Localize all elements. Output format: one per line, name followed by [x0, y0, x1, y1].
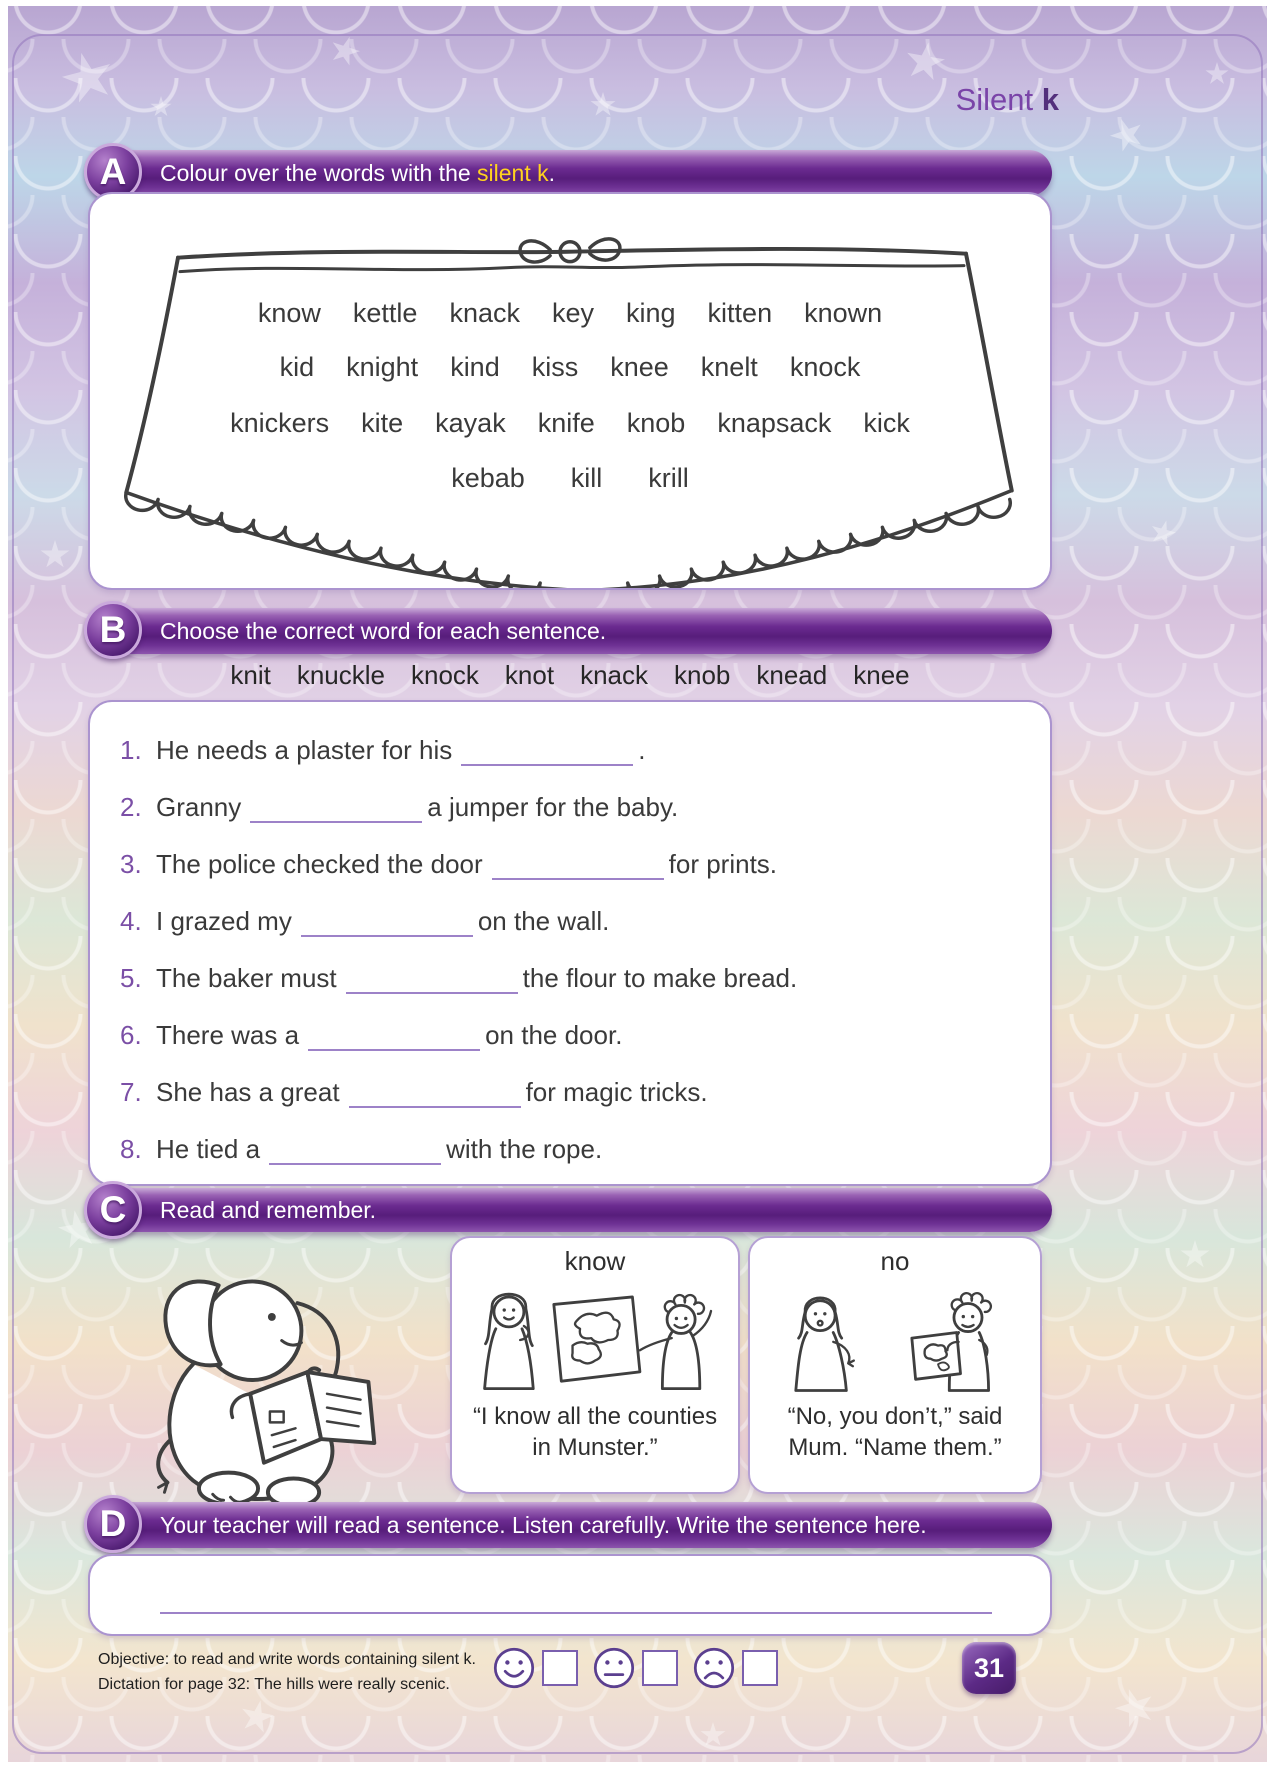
answer-blank[interactable]: [301, 905, 473, 937]
sentence-row: [120, 836, 1050, 893]
no-card-caption-line2: Mum. “Name them.”: [788, 1434, 1002, 1462]
silent-k-word[interactable]: kind: [450, 352, 500, 382]
silent-k-word[interactable]: knob: [626, 408, 686, 438]
silent-k-word[interactable]: kiss: [531, 352, 579, 382]
page-title: [956, 82, 1059, 118]
silent-k-word-row-1: [90, 298, 1050, 329]
sentence-row: [120, 1121, 1050, 1178]
silent-k-word[interactable]: kayak: [435, 408, 506, 438]
answer-blank[interactable]: [269, 1133, 441, 1165]
silent-k-word[interactable]: knock: [789, 352, 861, 382]
silent-k-word[interactable]: king: [626, 298, 676, 328]
neutral-face-icon: [592, 1646, 636, 1690]
section-a-header-bar: [88, 150, 1052, 196]
sentence-row: [120, 893, 1050, 950]
answer-blank[interactable]: [349, 1076, 521, 1108]
know-card-heading: know: [564, 1246, 626, 1276]
section-b-panel: [88, 700, 1052, 1186]
word-bank: [88, 660, 1052, 691]
sentence-number: 4.: [120, 906, 142, 936]
silent-k-word[interactable]: knight: [346, 352, 419, 382]
silent-k-word[interactable]: kettle: [352, 298, 418, 328]
silent-k-word[interactable]: knapsack: [717, 408, 832, 438]
sentence-row: [120, 950, 1050, 1007]
sad-face-icon: [692, 1646, 736, 1690]
section-a-instruction: [160, 150, 555, 196]
page-edge: [1267, 0, 1275, 1768]
section-a-letter-badge: A: [84, 143, 142, 201]
know-card-caption-line1: “I know all the counties: [472, 1403, 718, 1430]
section-b-header-bar: [88, 608, 1052, 654]
sentence-text-after: on the wall.: [477, 906, 610, 936]
happy-group: [492, 1646, 578, 1690]
sentence-text-before: The baker must: [156, 963, 337, 993]
word-bank-item[interactable]: knot: [504, 660, 555, 690]
sentence-number: 6.: [120, 1020, 142, 1050]
section-b-letter-badge: B: [84, 601, 142, 659]
sentence-text-before: She has a great: [156, 1077, 340, 1107]
page-title-word: Silent: [955, 82, 1034, 117]
sentence-text-after: the flour to make bread.: [522, 963, 798, 993]
sentence-row: [120, 779, 1050, 836]
sentence-text-before: Granny: [156, 792, 242, 822]
answer-blank[interactable]: [250, 791, 422, 823]
dictation-write-line[interactable]: [160, 1612, 992, 1614]
neutral-group: [592, 1646, 678, 1690]
sentence-number: 3.: [120, 849, 142, 879]
page-number-badge: 31: [962, 1642, 1016, 1694]
silent-k-word[interactable]: kid: [279, 352, 315, 382]
silent-k-word[interactable]: know: [257, 298, 321, 328]
sentence-row: [120, 1007, 1050, 1064]
no-example-card: [748, 1236, 1042, 1494]
section-a-instruction-prefix: Colour over the words with the: [160, 160, 478, 186]
sentence-number: 8.: [120, 1134, 142, 1164]
section-b-instruction: Choose the correct word for each sentence.: [160, 618, 607, 644]
sentence-text-before: He tied a: [156, 1134, 261, 1164]
sentence-text-after: with the rope.: [446, 1134, 603, 1164]
know-example-card: [450, 1236, 740, 1494]
sentence-text-after: a jumper for the baby.: [427, 792, 679, 822]
no-card-caption: [750, 1401, 1040, 1463]
silent-k-word[interactable]: kitten: [707, 298, 773, 328]
word-bank-item[interactable]: knit: [230, 660, 271, 690]
page-title-letter: k: [1041, 82, 1059, 117]
sentence-text-before: He needs a plaster for his: [156, 735, 453, 765]
sad-group: [692, 1646, 778, 1690]
word-bank-item[interactable]: knee: [853, 660, 910, 690]
sentence-number: 1.: [120, 735, 142, 765]
silent-k-word[interactable]: knee: [610, 352, 669, 382]
happy-face-icon: [492, 1646, 536, 1690]
silent-k-word[interactable]: key: [551, 298, 595, 328]
sentence-text-after: for prints.: [668, 849, 778, 879]
word-bank-item[interactable]: knuckle: [296, 660, 385, 690]
word-bank-item[interactable]: knack: [580, 660, 648, 690]
objective-text: [98, 1648, 476, 1698]
silent-k-word[interactable]: knife: [537, 408, 595, 438]
sentence-row: [120, 722, 1050, 779]
page-edge: [0, 0, 1275, 6]
section-a-panel: [88, 192, 1052, 590]
sentence-text-after: .: [638, 735, 646, 765]
sentence-text-before: I grazed my: [156, 906, 292, 936]
elephant-reading-illustration: [128, 1246, 396, 1512]
happy-checkbox[interactable]: [542, 1650, 578, 1686]
self-assessment-row: [492, 1646, 778, 1690]
word-bank-item[interactable]: knob: [674, 660, 731, 690]
no-card-heading: no: [880, 1246, 910, 1276]
section-d-header-bar: [88, 1502, 1052, 1548]
word-bank-item[interactable]: knead: [756, 660, 828, 690]
sentence-text-after: on the door.: [485, 1020, 623, 1050]
silent-k-word-row-2: [90, 352, 1050, 383]
answer-blank[interactable]: [461, 734, 633, 766]
sad-checkbox[interactable]: [742, 1650, 778, 1686]
silent-k-word[interactable]: kick: [863, 408, 910, 438]
no-card-caption-line1: “No, you don’t,” said: [787, 1403, 1003, 1430]
silent-k-word[interactable]: knelt: [700, 352, 758, 382]
sentence-number: 5.: [120, 963, 142, 993]
section-a-instruction-accent: silent k: [477, 160, 549, 186]
silent-k-word-row-3: [90, 408, 1050, 439]
sentence-text-after: for magic tricks.: [525, 1077, 708, 1107]
sentence-text-before: The police checked the door: [156, 849, 483, 879]
page-edge: [0, 1762, 1275, 1768]
sentence-number: 2.: [120, 792, 142, 822]
section-c-instruction: Read and remember.: [160, 1197, 377, 1223]
objective-line-1: Objective: to read and write words containing silent k.: [98, 1651, 476, 1668]
answer-blank[interactable]: [346, 962, 518, 994]
sentence-number: 7.: [120, 1077, 142, 1107]
answer-blank[interactable]: [492, 848, 664, 880]
no-card-illustration: [764, 1279, 1026, 1401]
word-bank-item[interactable]: knock: [411, 660, 479, 690]
silent-k-word[interactable]: kite: [361, 408, 404, 438]
objective-line-2: Dictation for page 32: The hills were really scenic.: [98, 1675, 450, 1693]
silent-k-word[interactable]: kill: [570, 463, 603, 493]
section-c-letter-badge: C: [84, 1181, 142, 1239]
section-a-instruction-suffix: .: [548, 160, 556, 186]
sentence-text-before: There was a: [156, 1020, 300, 1050]
silent-k-word-row-4: [90, 463, 1050, 494]
know-card-caption-line2: in Munster.”: [532, 1434, 658, 1462]
silent-k-word[interactable]: known: [804, 298, 883, 328]
section-c-header-bar: [88, 1188, 1052, 1232]
silent-k-word[interactable]: kebab: [451, 463, 525, 493]
section-d-instruction: Your teacher will read a sentence. Listen carefully. Write the sentence here.: [160, 1512, 927, 1538]
silent-k-word[interactable]: krill: [648, 463, 689, 493]
sentence-row: [120, 1064, 1050, 1121]
silent-k-word[interactable]: knickers: [230, 408, 330, 438]
page-edge: [0, 0, 8, 1768]
silent-k-word[interactable]: knack: [449, 298, 520, 328]
know-card-illustration: [464, 1279, 726, 1401]
answer-blank[interactable]: [308, 1019, 480, 1051]
neutral-checkbox[interactable]: [642, 1650, 678, 1686]
section-d-letter-badge: D: [84, 1495, 142, 1553]
know-card-caption: [452, 1401, 738, 1463]
knickers-illustration: [90, 194, 1050, 588]
section-d-panel: [88, 1554, 1052, 1636]
